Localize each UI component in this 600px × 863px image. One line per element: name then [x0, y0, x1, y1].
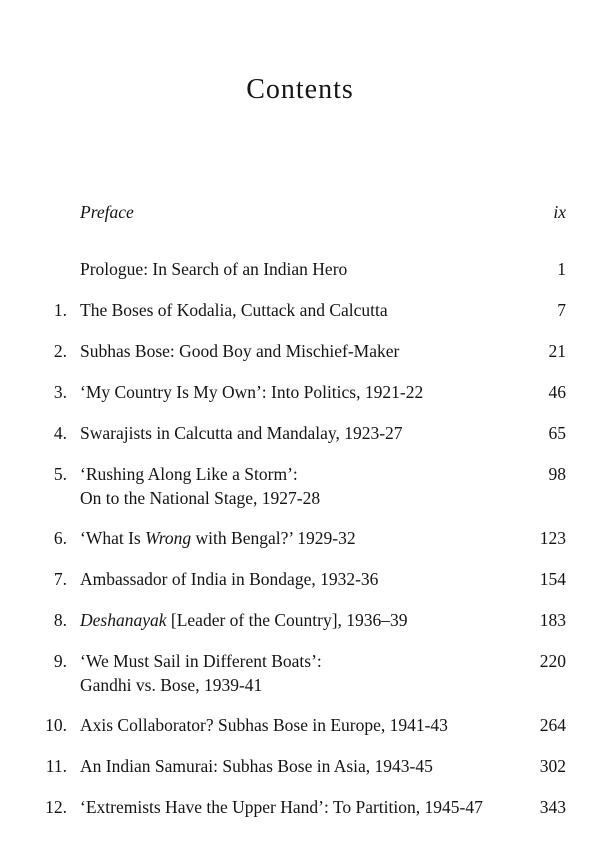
entry-title: Subhas Bose: Good Boy and Mischief-Maker: [80, 341, 400, 361]
entry-title: Preface: [80, 202, 134, 222]
entry-number: 6.: [53, 528, 67, 548]
entry-title: ‘What Is Wrong with Bengal?’ 1929-32: [80, 528, 356, 548]
entry-page: 154: [539, 569, 566, 589]
page-title: Contents: [246, 74, 354, 105]
entry-title: Axis Collaborator? Subhas Bose in Europe, 1941-43: [80, 715, 448, 735]
entry-page: 220: [539, 651, 566, 671]
entry-title: Prologue: In Search of an Indian Hero: [80, 259, 348, 279]
entry-page: 65: [548, 423, 566, 443]
entry-number: 5.: [53, 464, 67, 484]
entry-page: 183: [539, 610, 566, 630]
entry-title: The Boses of Kodalia, Cuttack and Calcutta: [80, 300, 388, 320]
entry-page: 343: [539, 797, 566, 817]
entry-page: 1: [557, 259, 566, 279]
entry-page: 98: [548, 464, 566, 484]
entry-title: [80, 649, 510, 697]
entry-page: 21: [548, 341, 566, 361]
entry-title: [80, 462, 510, 510]
entry-title-line-2: On to the National Stage, 1927-28: [80, 488, 321, 508]
entry-number: 12.: [45, 797, 67, 817]
entry-number: 4.: [53, 423, 67, 443]
entry-page: 264: [539, 715, 566, 735]
entry-number: 1.: [53, 300, 67, 320]
entry-number: 7.: [53, 569, 67, 589]
entry-title-line-1: ‘Rushing Along Like a Storm’:: [80, 464, 298, 484]
entry-title: Deshanayak [Leader of the Country], 1936–39: [80, 610, 408, 630]
entry-title-line-2: Gandhi vs. Bose, 1939-41: [80, 675, 263, 695]
entry-page: ix: [553, 202, 566, 222]
entry-number: 8.: [53, 610, 67, 630]
entry-title: Swarajists in Calcutta and Mandalay, 1923-27: [80, 423, 403, 443]
entry-title-line-1: ‘We Must Sail in Different Boats’:: [80, 651, 322, 671]
entry-page: 46: [548, 382, 566, 402]
entry-title: Ambassador of India in Bondage, 1932-36: [80, 569, 379, 589]
entry-page: 302: [539, 756, 566, 776]
entry-number: 3.: [53, 382, 67, 402]
entry-number: 11.: [45, 756, 67, 776]
entry-page: 123: [539, 528, 566, 548]
entry-title: ‘My Country Is My Own’: Into Politics, 1921-22: [80, 382, 424, 402]
entry-number: 2.: [53, 341, 67, 361]
entry-title: ‘Extremists Have the Upper Hand’: To Partition, 1945-47: [80, 797, 483, 817]
entry-title: An Indian Samurai: Subhas Bose in Asia, 1943-45: [80, 756, 433, 776]
entry-page: 7: [557, 300, 566, 320]
entry-number: 10.: [45, 715, 67, 735]
entry-number: 9.: [53, 651, 67, 671]
